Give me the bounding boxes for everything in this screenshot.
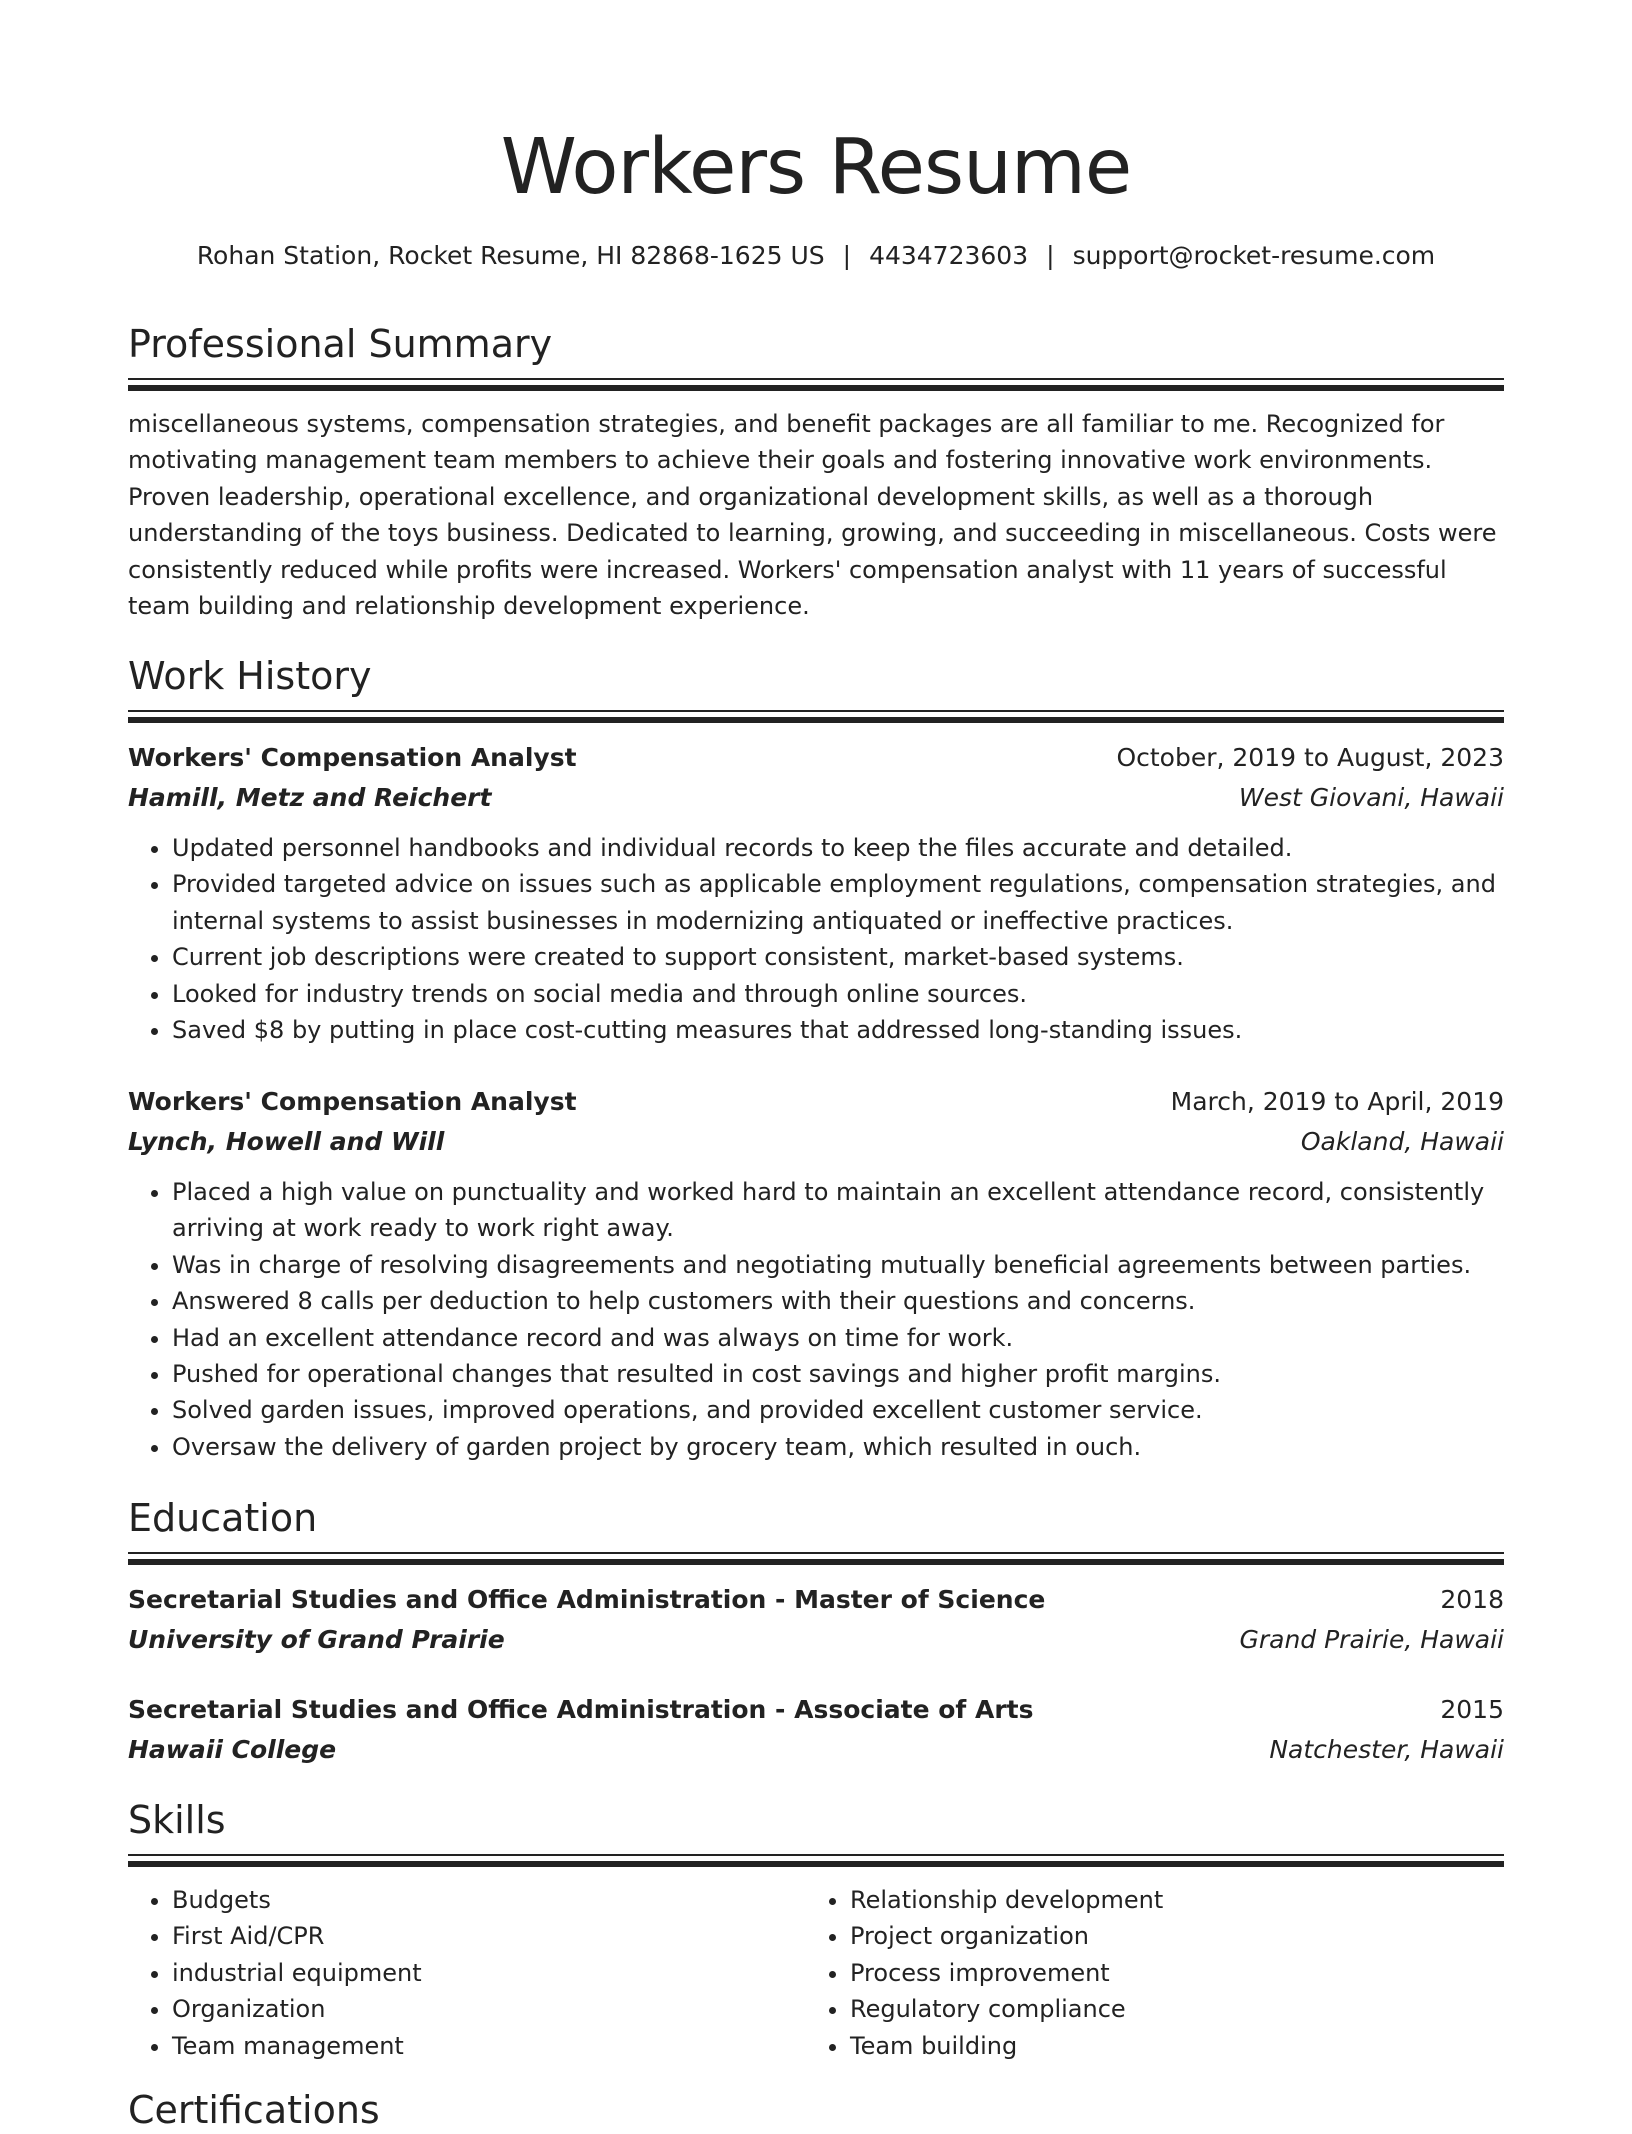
skills-column <box>128 1882 812 2064</box>
list-item: • Saved $8 by putting in place cost-cutting measures that addressed long-standing issues. <box>172 1012 1504 1048</box>
education-entry-header <box>128 1582 1504 1622</box>
education-entry-header <box>128 1692 1504 1732</box>
contact-line <box>128 238 1504 274</box>
skill-item: • First Aid/CPR <box>172 1918 812 1954</box>
graduation-year: 2015 <box>1440 1695 1504 1724</box>
work-entry <box>128 1084 1504 1465</box>
contact-separator: | <box>1046 241 1055 270</box>
degree-title: Secretarial Studies and Office Administration - Master of Science <box>128 1585 1046 1614</box>
list-item: • Solved garden issues, improved operations, and provided excellent customer service. <box>172 1392 1504 1428</box>
education-entry <box>128 1692 1504 1772</box>
graduation-year: 2018 <box>1440 1585 1504 1614</box>
list-item: • Oversaw the delivery of garden project by grocery team, which resulted in ouch. <box>172 1429 1504 1465</box>
education-entry <box>128 1582 1504 1662</box>
contact-email: support@rocket-resume.com <box>1072 241 1436 270</box>
degree-title: Secretarial Studies and Office Administration - Associate of Arts <box>128 1695 1034 1724</box>
resume-name: Workers Resume <box>500 123 1132 212</box>
list-item: • Had an excellent attendance record and was always on time for work. <box>172 1320 1504 1356</box>
skill-item: • Team management <box>172 2028 812 2064</box>
list-item: • Current job descriptions were created to support consistent, market-based systems. <box>172 939 1504 975</box>
section-title-education: Education <box>128 1496 318 1540</box>
list-item: • Pushed for operational changes that resulted in cost savings and higher profit margins. <box>172 1356 1504 1392</box>
job-bullets <box>128 830 1504 1048</box>
work-entry <box>128 740 1504 1048</box>
skill-item: • Relationship development <box>850 1882 1490 1918</box>
job-dates: March, 2019 to April, 2019 <box>1170 1087 1504 1116</box>
section-divider <box>128 1552 1504 1564</box>
contact-address: Rohan Station, Rocket Resume, HI 82868-1625 US <box>196 241 825 270</box>
work-entry-header <box>128 740 1504 780</box>
skill-item: • Regulatory compliance <box>850 1991 1490 2027</box>
contact-phone: 4434723603 <box>869 241 1029 270</box>
skill-item: • Budgets <box>172 1882 812 1918</box>
skill-item: • industrial equipment <box>172 1955 812 1991</box>
list-item: • Provided targeted advice on issues such as applicable employment regulations, compensation strategies, and internal systems to assist businesses in modernizing antiquated or ineffective practices. <box>172 866 1504 939</box>
list-item: • Was in charge of resolving disagreements and negotiating mutually beneficial agreements between parties. <box>172 1247 1504 1283</box>
section-divider <box>128 710 1504 722</box>
skill-item: • Process improvement <box>850 1955 1490 1991</box>
education-entry-subheader <box>128 1732 1504 1772</box>
skill-item: • Organization <box>172 1991 812 2027</box>
work-entry-subheader <box>128 1124 1504 1164</box>
contact-separator: | <box>842 241 852 270</box>
section-title-summary: Professional Summary <box>128 322 553 366</box>
job-location: Oakland, Hawaii <box>1300 1127 1504 1156</box>
school-name: Hawaii College <box>128 1735 337 1764</box>
job-dates: October, 2019 to August, 2023 <box>1116 743 1504 772</box>
school-location: Grand Prairie, Hawaii <box>1239 1625 1504 1654</box>
list-item: • Placed a high value on punctuality and worked hard to maintain an excellent attendance record, consistently arriving at work ready to work right away. <box>172 1174 1504 1247</box>
list-item: • Looked for industry trends on social media and through online sources. <box>172 976 1504 1012</box>
section-title-work-history: Work History <box>128 654 372 698</box>
section-title-certifications: Certifications <box>128 2088 380 2132</box>
company-name: Lynch, Howell and Will <box>128 1127 445 1156</box>
job-location: West Giovani, Hawaii <box>1238 783 1504 812</box>
school-location: Natchester, Hawaii <box>1269 1735 1504 1764</box>
skills-column <box>806 1882 1490 2064</box>
work-entry-subheader <box>128 780 1504 820</box>
education-entry-subheader <box>128 1622 1504 1662</box>
section-divider <box>128 1854 1504 1866</box>
job-bullets <box>128 1174 1504 1465</box>
section-divider <box>128 378 1504 390</box>
work-entry-header <box>128 1084 1504 1124</box>
skill-item: • Team building <box>850 2028 1490 2064</box>
list-item: • Updated personnel handbooks and individual records to keep the files accurate and detailed. <box>172 830 1504 866</box>
list-item: • Answered 8 calls per deduction to help customers with their questions and concerns. <box>172 1283 1504 1319</box>
job-title: Workers' Compensation Analyst <box>128 743 577 772</box>
skill-item: • Project organization <box>850 1918 1490 1954</box>
school-name: University of Grand Prairie <box>128 1625 505 1654</box>
job-title: Workers' Compensation Analyst <box>128 1087 577 1116</box>
section-title-skills: Skills <box>128 1798 226 1842</box>
company-name: Hamill, Metz and Reichert <box>128 783 492 812</box>
summary-text: miscellaneous systems, compensation strategies, and benefit packages are all familiar to me. Recognized for motivating management team members to achieve their goals and fostering innovative work environments. Proven leadership, operational excellence, and organizational development skills, as well as a thorough understanding of the toys business. Dedicated to learning, growing, and succeeding in miscellaneous. Costs were consistently reduced while profits were increased. Workers' compensation analyst with 11 years of successful team building and relationship development experience. <box>128 410 1497 621</box>
